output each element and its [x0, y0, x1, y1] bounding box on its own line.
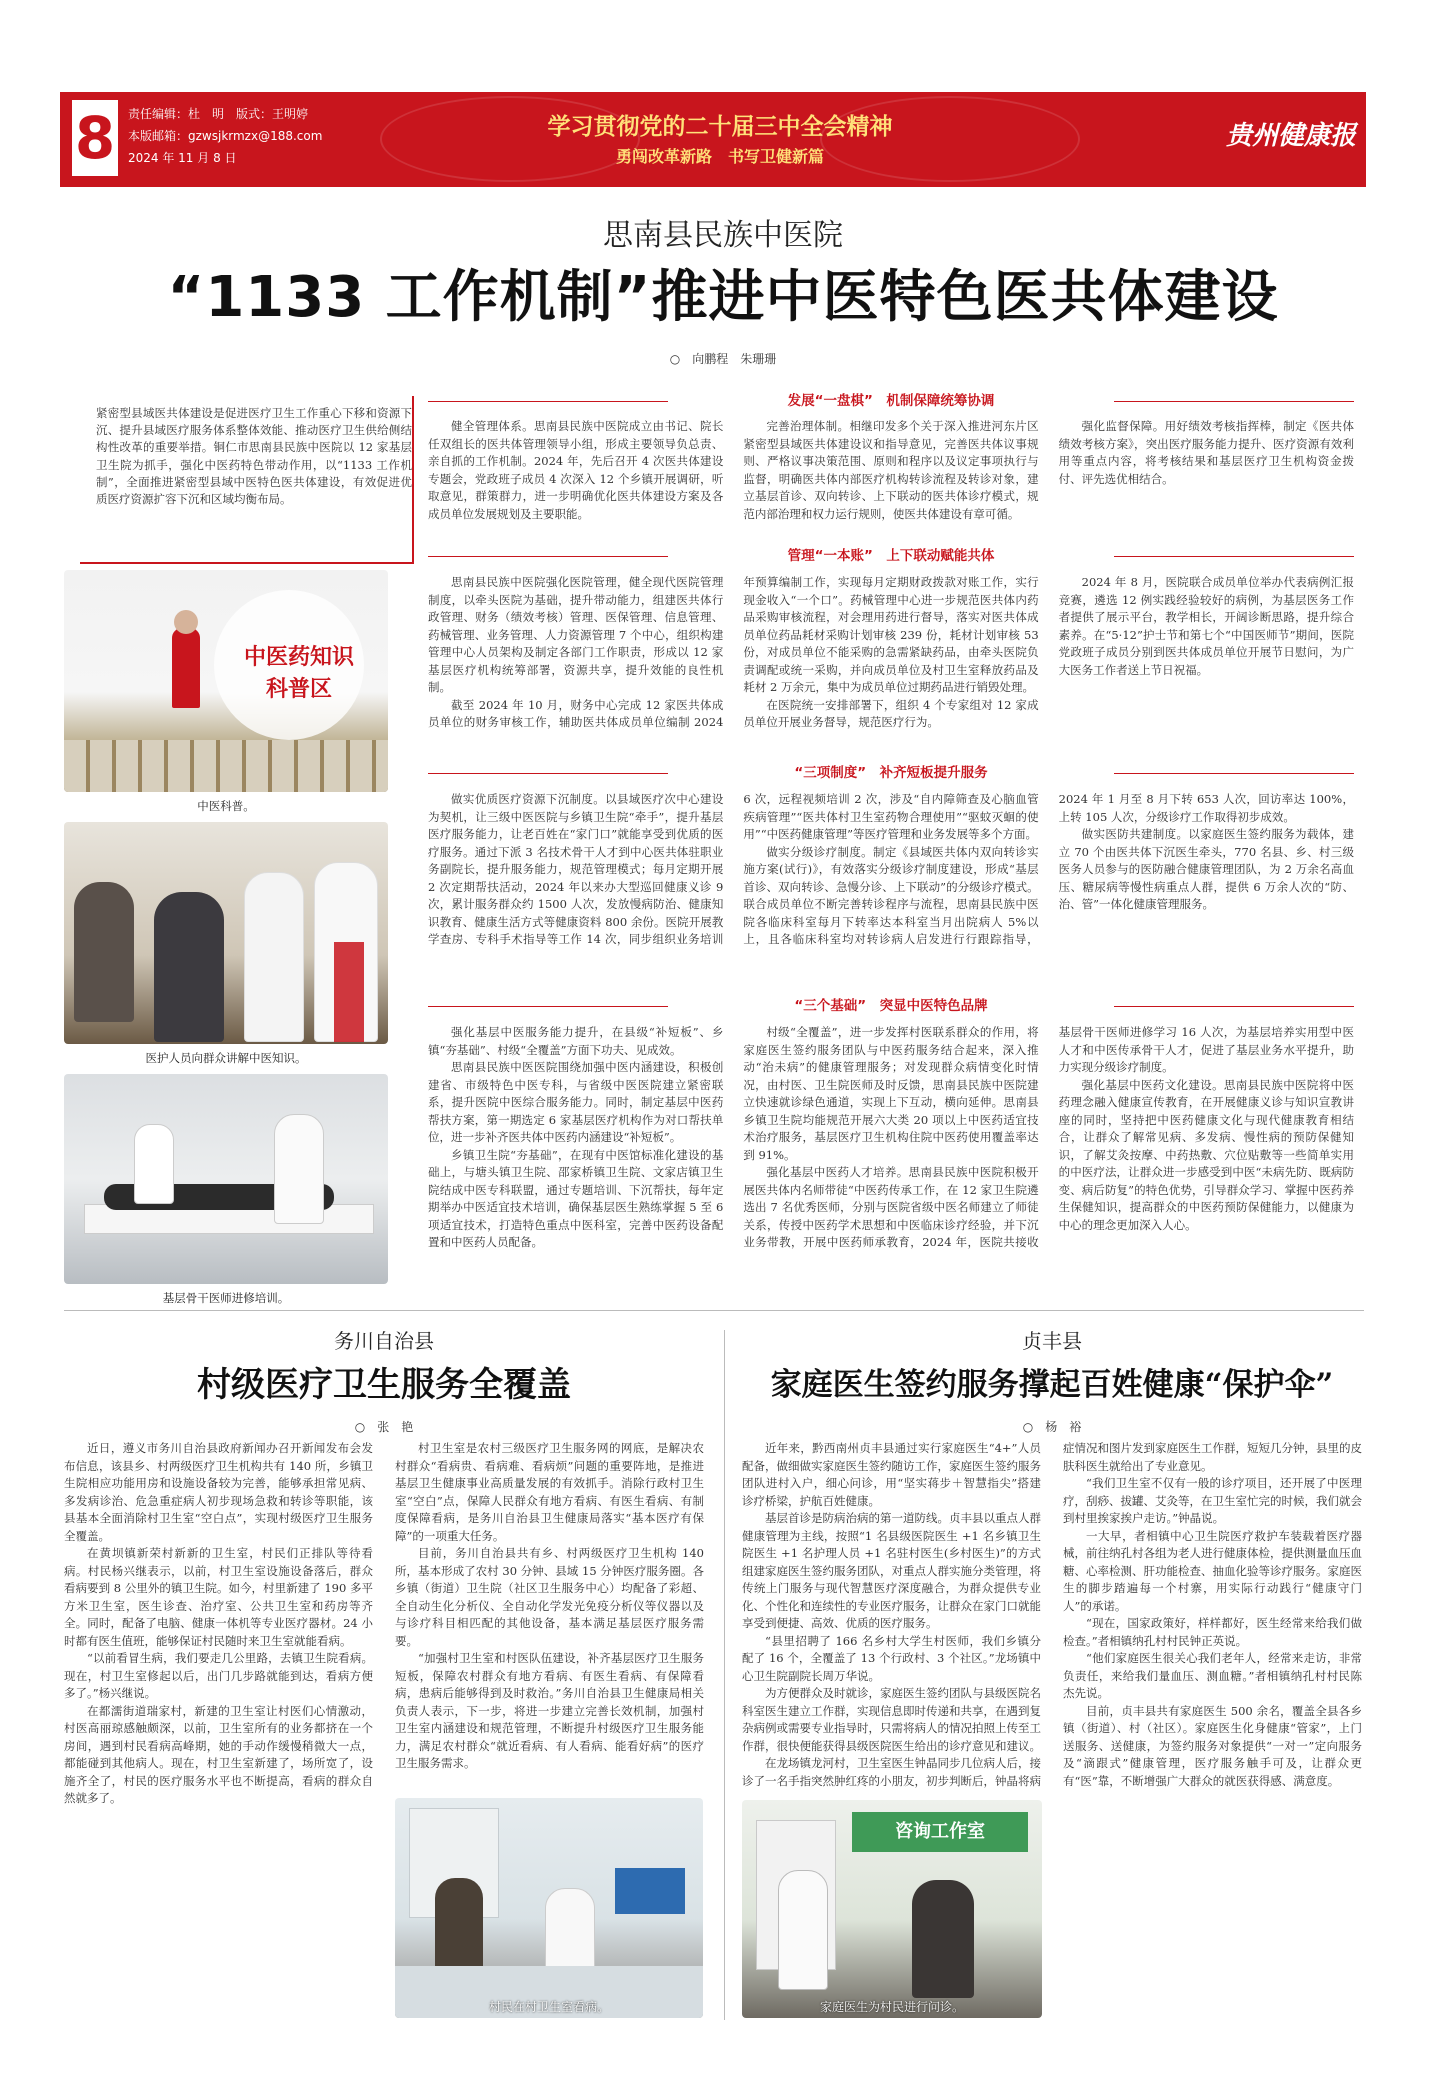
page-number: 8	[72, 100, 118, 176]
section-body: 强化基层中医服务能力提升，在县级“补短板”、乡镇“夯基础”、村级“全覆盖”方面下功夫、见成效。 思南县民族中医医院围绕加强中医内涵建设，积极创建省、市级特色中医专科，与省级中医医院建立紧密联系，提升医院中医综合服务能力。同时，制定基层中医药帮扶方案，第一期选定 6 家基层医疗机构作为对口帮扶单位，进一步补齐医共体中医药内涵建设“补短板”。 乡镇卫生院“夯基础”，在现有中医馆标准化建设的基础上，与塘头镇卫生院、邵家桥镇卫生院、文家店镇卫生院结成中医专科联盟，通过专题培训、下沉帮扶，每年定期举办中医适宜技术培训，确保基层医生熟练掌握 5 至 6 项适宜技术，打造特色重点中医科室，完善中医药设备配置和中医药人员配备。 村级“全覆盖”，进一步发挥村医联系群众的作用，将家庭医生签约服务团队与中医药服务结合起来，深入推动“治未病”的健康管理服务；对发现群众病情变化时情况，由村医、卫生院医师及时反馈，思南县民族中医院建立快速就诊绿色通道，实现上下互动，横向延伸。思南县乡镇卫生院均能规范开展六大类 20 项以上中医药适宜技术治疗服务，基层医疗卫生机构住院中医药使用覆盖率达到 91%。 强化基层中医药人才培养。思南县民族中医院积极开展医共体内名师带徒“中医药传承工作，在 12 家卫生院遴选出 7 名优秀医师，分别与医院省级中医名师建立了师徒关系，传授中医药学术思想和中医临床诊疗经验，并下沉业务带教，开展中医药师承教育，2024 年，医院共接收基层骨干医师进修学习 16 人次，为基层培养实用型中医人才和中医传承骨干人才，促进了基层业务水平提升，助力实现分级诊疗制度。 强化基层中医药文化建设。思南县民族中医院将中医药理念融入健康宣传教育，在开展健康义诊与知识宣教讲座的同时，坚持把中医药健康文化与现代健康教育相结合，让群众了解常见病、多发病、慢性病的预防保健知识，了解艾灸按摩、中药热敷、穴位贴敷等一些简单实用的中医疗法，让群众进一步感受到中医“未病先防、既病防变、病后防复”的特色优势，引导群众学习、掌握中医药养生保健知识，提高群众的中医药预防保健能力，以健康为中心的理念更加深入人心。	[428, 1025, 1354, 1249]
right-story-title: 家庭医生签约服务撑起百姓健康“保护伞”	[770, 1367, 1334, 1403]
left-story-title: 村级医疗卫生服务全覆盖	[197, 1365, 571, 1405]
photo-training	[64, 1074, 388, 1284]
lead-title: “1133 工作机制”推进中医特色医共体建设	[167, 265, 1279, 330]
editor-line: 责任编辑：杜 明 版式：王明婷	[128, 107, 309, 121]
section-body: 思南县民族中医院强化医院管理，健全现代医院管理制度，以牵头医院为基础，提升带动能力，组建医共体行政管理、财务（绩效考核）管理、医保管理、信息管理、药械管理、业务管理、人力资源管理 7 个中心，组织构建管理中心人员架构及制定各部门工作职责，形成以 12 家基层医疗机构统筹部署，资源共享，提升效能的良性机制。 截至 2024 年 10 月，财务中心完成 12 家医共体成员单位的财务审核工作，辅助医共体成员单位编制 2024 年预算编制工作，实现每月定期财政拨款对账工作，实行现金收入“一个口”。药械管理中心进一步规范医共体内药品采购审核流程，对会理用药进行督导，落实对医共体成员单位药品耗材采购计划审核 239 份，耗材计划审核 53 份，对成员单位不能采购的急需紧缺药品，由牵头医院负责调配或统一采购，并向成员单位及村卫生室释放药品及耗材 2 万余元，集中为成员单位过期药品进行销毁处理。 在医院统一安排部署下，组织 4 个专家组对 12 家成员单位开展业务督导，规范医疗行为。 2024 年 8 月，医院联合成员单位举办代表病例汇报竞赛，遴选 12 例实践经验较好的病例，为基层医务工作者提供了展示平台，教学相长，开阔诊断思路，提升综合素养。在“5·12”护士节和第七个“中国医师节”期间，医院党政班子成员分别到医共体成员单位开展节日慰问，为广大医务工作者送上节日祝福。	[428, 575, 1354, 729]
caption-photo2: 医护人员向群众讲解中医知识。	[145, 1051, 307, 1065]
right-story-byline: ○ 杨 裕	[1022, 1420, 1082, 1434]
caption-photo3: 基层骨干医师进修培训。	[162, 1291, 290, 1305]
caption-left-photo: 村民在村卫生室看病。	[488, 2000, 609, 2014]
section-body: 做实优质医疗资源下沉制度。以县域医疗次中心建设为契机，让三级中医医院与乡镇卫生院“牵手”，提升基层医疗服务能力，让老百姓在“家门口”就能享受到优质的医疗服务。通过下派 3 名技术骨干人才到中心医共体驻职业务副院长，提升服务能力，规范管理模式；每月定期开展 2 次定期帮扶活动，2024 年以来办大型巡回健康义诊 9 次，累计服务群众约 1500 人次，发放慢病防治、健康知识教育、健康生活方式等健康资料 800 余份。医院开展教学查房、专科手术指导等工作 14 次，同步组织业务培训 6 次，远程视频培训 2 次，涉及“自内障筛查及心脑血管疾病管理”“医共体村卫生室药物合理使用”“驱蚊灭蛔的使用”“中医药健康管理”等医疗管理和业务发展等多个方面。 做实分级诊疗制度。制定《县域医共体内双向转诊实施方案(试行)》，有效落实分级诊疗制度建设，形成“基层首诊、双向转诊、急慢分诊、上下联动”的分级诊疗模式。联合成员单位不断完善转诊程序与流程，思南县民族中医院各临床科室每月下转率达本科室当月出院病人 5%以上，且各临床科室均对转诊病人启发进行行跟踪指导，2024 年 1 月至 8 月下转 653 人次，回访率达 100%，上转 105 人次，分级诊疗工作取得初步成效。 做实医防共建制度。以家庭医生签约服务为载体，建立 70 个由医共体下沉医生牵头，770 名县、乡、村三级医务人员参与的医防融合健康管理团队，为 2 万余名高血压、糖尿病等慢性病重点人群，提供 6 万余人次的“防、治、管”一体化健康管理服务。	[428, 792, 1354, 946]
section-body: 健全管理体系。思南县民族中医院成立由书记、院长任双组长的医共体管理领导小组，形成主要领导负总责、亲自抓的工作机制。2024 年，先后召开 4 次医共体建设专题会，党政班子成员 4 次深入 12 个乡镇开展调研，听取意见，群策群力，进一步明确优化医共体建设方案及各成员单位发展规划及主要职能。 完善治理体制。相继印发多个关于深入推进河东片区紧密型县域医共体建设议和指导意见，完善医共体议事规则、严格议事决策范围、原则和程序以及议定事项执行与监督，明确医共体内部医疗机构转诊流程及转诊对象，建立基层首诊、双向转诊、上下联动的医共体诊疗模式，规范内部治理和权力运行规则，使医共体建设有章可循。 强化监督保障。用好绩效考核指挥棒，制定《医共体绩效考核方案》，突出医疗服务能力提升、医疗资源有效利用等重点内容，将考核结果和基层医疗卫生机构资金拨付、评先选优相结合。	[428, 419, 1354, 521]
banner-headline: 学习贯彻党的二十届三中全会精神	[547, 114, 893, 140]
lead-intro: 紧密型县域医共体建设是促进医疗卫生工作重心下移和资源下沉、提升县域医疗服务体系整体效能、推动医疗卫生供给侧结构性改革的重要举措。铜仁市思南县民族中医院以 12 家基层卫生院为抓手，强化中医药特色带动作用，以“1133 工作机制”，全面推进紧密型县域中医特色医共体建设，有效促进优质医疗资源扩容下沉和区域均衡布局。	[96, 406, 412, 507]
photo-family-doctor	[742, 1800, 1042, 2018]
photo-staff-explain	[64, 822, 388, 1044]
email-line: 本版邮箱：gzwsjkrmzx@188.com	[128, 129, 323, 143]
banner-subhead: 勇闯改革新路 书写卫健新篇	[615, 147, 824, 166]
date-line: 2024 年 11 月 8 日	[128, 151, 237, 165]
consult-room-sign: 咨询工作室	[852, 1812, 1028, 1852]
caption-right-photo: 家庭医生为村民进行问诊。	[819, 2000, 964, 2014]
left-story-byline: ○ 张 艳	[354, 1420, 414, 1434]
section-heading: “三个基础” 突显中医特色品牌	[428, 995, 1354, 1017]
right-story-kicker: 贞丰县	[1022, 1329, 1082, 1353]
divider	[64, 1310, 1364, 1311]
tcm-sign-line1: 中医药知识	[243, 644, 354, 670]
tcm-sign-line2: 科普区	[265, 676, 332, 702]
caption-photo1: 中医科普。	[197, 799, 255, 813]
column-divider	[724, 1330, 725, 2020]
left-story-body: 近日，遵义市务川自治县政府新闻办召开新闻发布会发布信息，该县乡、村两级医疗卫生机构共有 140 所，乡镇卫生院相应功能用房和设施设备较为完善，能够承担常见病、多发病诊治、危急重症病人初步现场急救和转诊等职能，该县基本全面消除村卫生室“空白点”，实现村级医疗卫生服务全覆盖。 在黄坝镇新荣村新新的卫生室，村民们正排队等待看病。村民杨兴继表示，以前，村卫生室设施设备落后，群众看病要到 8 公里外的镇卫生院。如今，村里新建了 190 多平方米卫生室，医生诊查、治疗室、公共卫生室和药房等齐全。同时，配备了电脑、健康一体机等专业医疗器材。24 小时都有医生值班，能够保证村民随时来卫生室就能看病。 “以前看冒生病，我们要走几公里路，去镇卫生院看病。现在，村卫生室修起以后，出门几步路就能到达，看病方便多了。”杨兴继说。 在都濡街道瑞家村，新建的卫生室让村医们心情激动，村医高丽琼感触颇深，以前，卫生室所有的业务都挤在一个房间，遇到村民看病高峰期，她的手动作缓慢稍微大一点，都能碰到其他病人。现在，村卫生室新建了，场所宽了，设施齐全了，村民的医疗服务水平也不断提高，看病的群众自然就多了。 村卫生室是农村三级医疗卫生服务网的网底，是解决农村群众“看病贵、看病难、看病烦”问题的重要阵地，是推进基层卫生健康事业高质量发展的有效抓手。消除行政村卫生室“空白”点，保障人民群众有地方看病、有医生看病、有制度保障看病，是务川自治县卫生健康局落实“基本医疗有保障”的一项重大任务。 目前，务川自治县共有乡、村两级医疗卫生机构 140 所，基本形成了农村 30 分钟、县域 15 分钟医疗服务圈。各乡镇（街道）卫生院（社区卫生服务中心）均配备了彩超、全自动生化分析仪、全自动化学发光免疫分析仪等仪器以及与诊疗科目相匹配的其他设备，基本满足基层医疗服务需要。 “加强村卫生室和村医队伍建设，补齐基层医疗卫生服务短板，保障农村群众有地方看病、有医生看病、有保障看病，患病后能够得到及时救治。”务川自治县卫生健康局相关负责人表示，下一步，将进一步建立完善长效机制，加强村卫生室内涵建设和规范管理，不断提升村级医疗卫生服务能力，满足农村群众“就近看病、有人看病、能看好病”的医疗卫生服务需求。	[64, 1441, 704, 1805]
left-story-kicker: 务川自治县	[334, 1329, 434, 1353]
right-story-body: 近年来，黔西南州贞丰县通过实行家庭医生“4+”人员配备，做细做实家庭医生签约随访工作，家庭医生签约服务团队进村入户，细心问诊，用“坚实蒋步＋智慧指尖”搭建诊疗桥梁，护航百姓健康。 基层首诊是防病治病的第一道防线。贞丰县以重点人群健康管理为主线，按照“1 名县级医院医生 +1 名乡镇卫生院医生 +1 名护理人员 +1 名驻村医生(乡村医生)”的方式组建家庭医生签约服务团队，对重点人群实施分类管理，将传统上门服务与现代智慧医疗深度融合，为群众提供专业化、个性化和连续性的专业医疗服务，让群众在家门口就能享受到便捷、高效、优质的医疗服务。 “县里招聘了 166 名乡村大学生村医师，我们乡镇分配了 16 个，全覆盖了 13 个行政村、3 个社区。”龙场镇中心卫生院副院长周万华说。 为方便群众及时就诊，家庭医生签约团队与县级医院名科室医生建立工作群，实现信息即时传递和共享，在遇到复杂病例或需要专业指导时，只需将病人的情况拍照上传至工作群，很快便能获得县级医院医生给出的诊疗意见和建议。 在龙场镇龙河村，卫生室医生钟晶同步几位病人后，接诊了一名手指突然肿红疼的小朋友，初步判断后，钟晶将病症情况和图片发到家庭医生工作群，短短几分钟，县里的皮肤科医生就给出了专业意见。 “我们卫生室不仅有一般的诊疗项目，还开展了中医理疗，刮痧、拔罐、艾灸等，在卫生室忙完的时候，我们就会到村里挨家挨户走访。”钟晶说。 一大早，者相镇中心卫生院医疗救护车装载着医疗器械，前往纳孔村各组为老人进行健康体检，提供测量血压血糖、心率检测、肝功能检查、抽血化验等诊疗服务。家庭医生的脚步踏遍每一个村寨，用实际行动践行“健康守门人”的承诺。 “现在，国家政策好，样样都好，医生经常来给我们做检查。”者相镇纳孔村村民钟正英说。 “他们家庭医生很关心我们老年人，经常来走访，非常负责任，来给我们量血压、测血糖。”者相镇纳孔村村民陈杰先说。 目前，贞丰县共有家庭医生 500 余名，覆盖全县各乡镇（街道）、村（社区）。家庭医生化身健康“管家”，上门送服务、送健康，为签约服务对象提供“一对一”定向服务及“滴跟式”健康管理，医疗服务触手可及，让群众更有“医”靠，不断增强广大群众的就医获得感、满意度。	[742, 1441, 1362, 1788]
lead-byline: ○ 向鹏程 朱珊珊	[669, 352, 777, 366]
photo-tcm-display	[64, 570, 388, 792]
photo-village-clinic	[395, 1798, 703, 2018]
section-heading: 发展“一盘棋” 机制保障统筹协调	[428, 390, 1354, 412]
section-heading: 管理“一本账” 上下联动赋能共体	[428, 545, 1354, 567]
section-heading: “三项制度” 补齐短板提升服务	[428, 762, 1354, 784]
lead-kicker: 思南县民族中医院	[603, 218, 843, 253]
masthead-logo: 贵州健康报	[1225, 121, 1356, 151]
